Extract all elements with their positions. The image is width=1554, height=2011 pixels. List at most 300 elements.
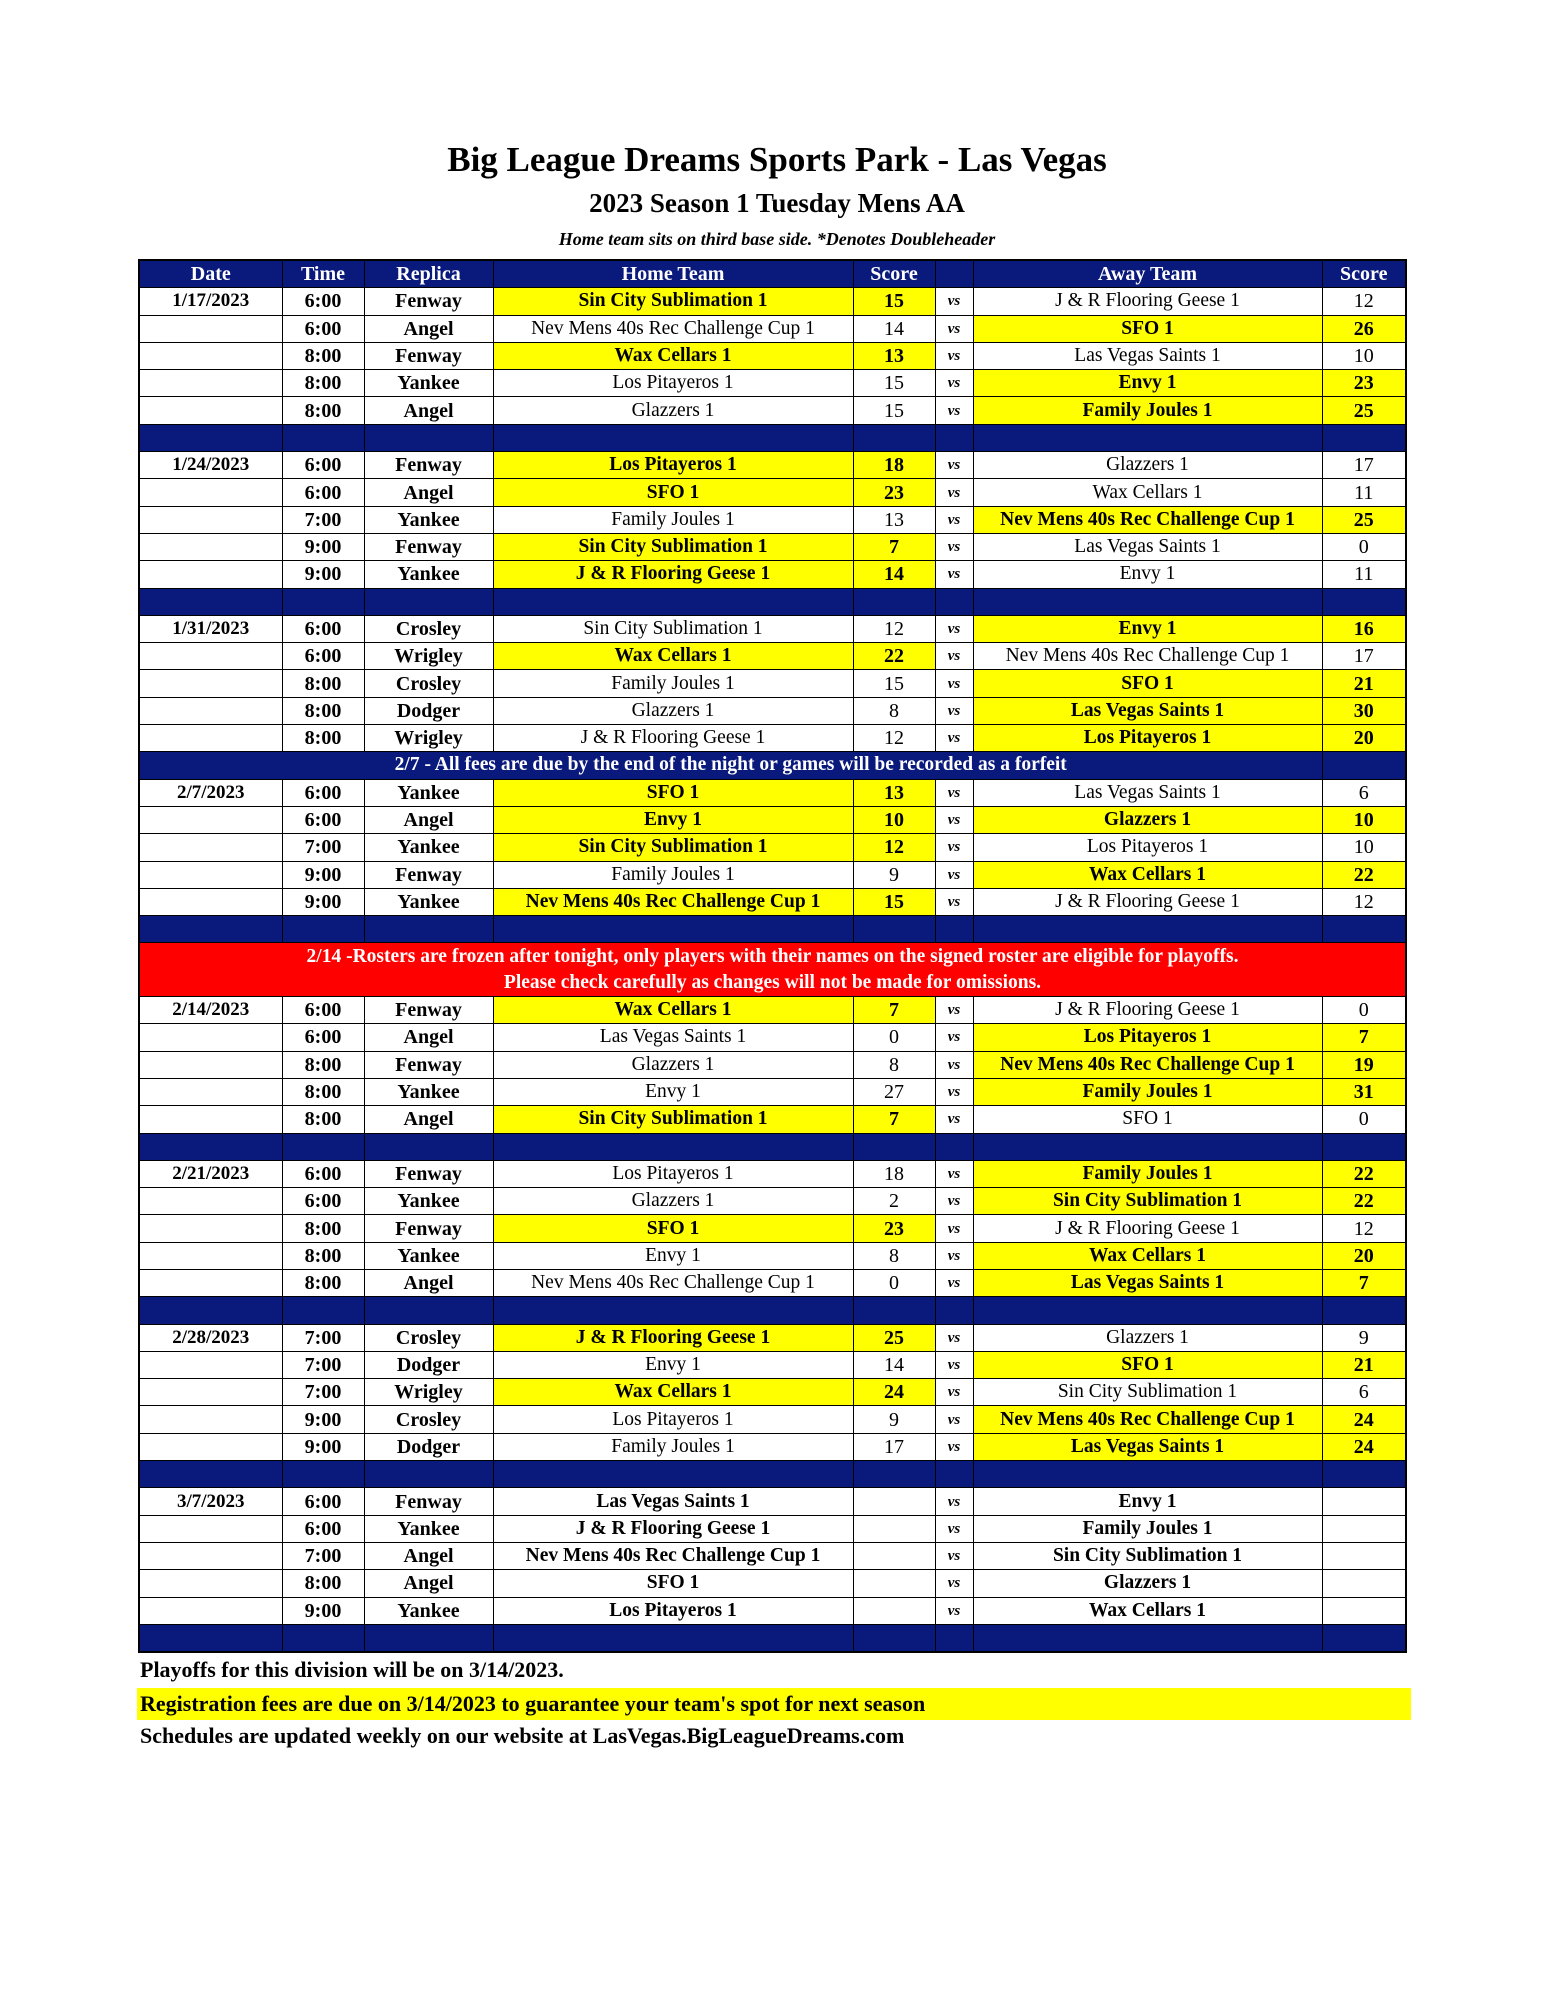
table-row xyxy=(139,1078,1406,1105)
away-team-cell: Wax Cellars 1 xyxy=(973,479,1322,506)
date-cell xyxy=(139,1269,282,1296)
column-header-vs xyxy=(935,260,973,288)
replica-cell: Yankee xyxy=(364,888,493,915)
notice-filler xyxy=(1322,752,1406,779)
home-score-cell: 7 xyxy=(853,1106,935,1133)
home-score-cell: 23 xyxy=(853,479,935,506)
away-team-cell: SFO 1 xyxy=(973,315,1322,342)
vs-cell: vs xyxy=(935,1269,973,1296)
time-cell: 8:00 xyxy=(282,1106,364,1133)
replica-cell: Yankee xyxy=(364,370,493,397)
time-cell: 9:00 xyxy=(282,561,364,588)
home-score-cell: 15 xyxy=(853,670,935,697)
table-row xyxy=(139,342,1406,369)
replica-cell: Fenway xyxy=(364,452,493,479)
vs-cell: vs xyxy=(935,1351,973,1378)
date-cell: 2/7/2023 xyxy=(139,779,282,806)
table-row xyxy=(139,1242,1406,1269)
away-team-cell: Las Vegas Saints 1 xyxy=(973,1433,1322,1460)
away-score-cell: 11 xyxy=(1322,561,1406,588)
date-cell xyxy=(139,643,282,670)
time-cell: 6:00 xyxy=(282,643,364,670)
home-team-cell: Family Joules 1 xyxy=(493,1433,853,1460)
separator-cell xyxy=(935,424,973,451)
column-header-away-score: Score xyxy=(1322,260,1406,288)
table-row xyxy=(139,861,1406,888)
home-team-cell: Los Pitayeros 1 xyxy=(493,452,853,479)
away-score-cell: 10 xyxy=(1322,342,1406,369)
registration-note: Registration fees are due on 3/14/2023 to guarantee your team's spot for next season xyxy=(137,1688,1411,1720)
vs-cell: vs xyxy=(935,1106,973,1133)
table-row xyxy=(139,370,1406,397)
separator-cell xyxy=(935,916,973,943)
away-team-cell: J & R Flooring Geese 1 xyxy=(973,1215,1322,1242)
date-cell: 1/24/2023 xyxy=(139,452,282,479)
away-team-cell: Wax Cellars 1 xyxy=(973,1242,1322,1269)
home-team-cell: Family Joules 1 xyxy=(493,670,853,697)
away-score-cell: 6 xyxy=(1322,779,1406,806)
replica-cell: Fenway xyxy=(364,533,493,560)
away-score-cell: 25 xyxy=(1322,506,1406,533)
table-row xyxy=(139,561,1406,588)
schedule-body xyxy=(139,288,1406,1652)
separator-cell xyxy=(973,588,1322,615)
home-team-cell: Wax Cellars 1 xyxy=(493,997,853,1024)
replica-cell: Yankee xyxy=(364,834,493,861)
replica-cell: Dodger xyxy=(364,1433,493,1460)
replica-cell: Wrigley xyxy=(364,1379,493,1406)
replica-cell: Angel xyxy=(364,397,493,424)
home-score-cell: 18 xyxy=(853,452,935,479)
vs-cell: vs xyxy=(935,342,973,369)
away-team-cell: Glazzers 1 xyxy=(973,1570,1322,1597)
table-row xyxy=(139,1215,1406,1242)
separator-cell xyxy=(282,1133,364,1160)
away-team-cell: Nev Mens 40s Rec Challenge Cup 1 xyxy=(973,1406,1322,1433)
date-cell xyxy=(139,533,282,560)
replica-cell: Dodger xyxy=(364,697,493,724)
date-cell xyxy=(139,861,282,888)
away-score-cell: 6 xyxy=(1322,1379,1406,1406)
home-team-cell: Nev Mens 40s Rec Challenge Cup 1 xyxy=(493,1269,853,1296)
table-row xyxy=(139,315,1406,342)
away-score-cell xyxy=(1322,1542,1406,1569)
time-cell: 7:00 xyxy=(282,506,364,533)
date-cell xyxy=(139,397,282,424)
replica-cell: Fenway xyxy=(364,1160,493,1187)
date-cell xyxy=(139,506,282,533)
away-score-cell: 20 xyxy=(1322,1242,1406,1269)
away-team-cell: Las Vegas Saints 1 xyxy=(973,697,1322,724)
away-team-cell: Wax Cellars 1 xyxy=(973,861,1322,888)
separator-cell xyxy=(364,916,493,943)
vs-cell: vs xyxy=(935,1188,973,1215)
home-score-cell: 13 xyxy=(853,779,935,806)
replica-cell: Fenway xyxy=(364,1215,493,1242)
home-team-cell: Los Pitayeros 1 xyxy=(493,370,853,397)
home-score-cell: 25 xyxy=(853,1324,935,1351)
table-row xyxy=(139,1542,1406,1569)
date-cell xyxy=(139,1433,282,1460)
separator-cell xyxy=(493,424,853,451)
time-cell: 6:00 xyxy=(282,1515,364,1542)
separator-cell xyxy=(853,1624,935,1652)
away-team-cell: Sin City Sublimation 1 xyxy=(973,1379,1322,1406)
away-team-cell: Los Pitayeros 1 xyxy=(973,725,1322,752)
vs-cell: vs xyxy=(935,1215,973,1242)
home-team-cell: J & R Flooring Geese 1 xyxy=(493,725,853,752)
home-score-cell: 23 xyxy=(853,1215,935,1242)
home-team-cell: SFO 1 xyxy=(493,1570,853,1597)
vs-cell: vs xyxy=(935,506,973,533)
time-cell: 9:00 xyxy=(282,533,364,560)
column-header-home-score: Score xyxy=(853,260,935,288)
home-team-cell: Glazzers 1 xyxy=(493,1051,853,1078)
time-cell: 8:00 xyxy=(282,397,364,424)
column-header-home-team: Home Team xyxy=(493,260,853,288)
separator-cell xyxy=(282,1297,364,1324)
date-cell xyxy=(139,479,282,506)
home-score-cell: 0 xyxy=(853,1024,935,1051)
home-team-cell: Wax Cellars 1 xyxy=(493,1379,853,1406)
date-cell xyxy=(139,1051,282,1078)
separator-cell xyxy=(493,916,853,943)
away-team-cell: Las Vegas Saints 1 xyxy=(973,533,1322,560)
home-score-cell: 12 xyxy=(853,725,935,752)
replica-cell: Dodger xyxy=(364,1351,493,1378)
home-score-cell: 27 xyxy=(853,1078,935,1105)
time-cell: 6:00 xyxy=(282,1024,364,1051)
vs-cell: vs xyxy=(935,1488,973,1515)
vs-cell: vs xyxy=(935,1515,973,1542)
away-score-cell: 21 xyxy=(1322,670,1406,697)
separator-cell xyxy=(1322,1133,1406,1160)
time-cell: 6:00 xyxy=(282,479,364,506)
home-score-cell: 8 xyxy=(853,697,935,724)
separator-cell xyxy=(973,1133,1322,1160)
vs-cell: vs xyxy=(935,888,973,915)
away-score-cell: 0 xyxy=(1322,1106,1406,1133)
home-score-cell: 15 xyxy=(853,288,935,315)
away-score-cell: 0 xyxy=(1322,533,1406,560)
playoffs-note: Playoffs for this division will be on 3/14/2023. xyxy=(140,1657,564,1682)
home-team-cell: SFO 1 xyxy=(493,479,853,506)
home-team-cell: Envy 1 xyxy=(493,806,853,833)
away-team-cell: Family Joules 1 xyxy=(973,1515,1322,1542)
vs-cell: vs xyxy=(935,997,973,1024)
time-cell: 6:00 xyxy=(282,997,364,1024)
column-header-date: Date xyxy=(139,260,282,288)
separator-row xyxy=(139,424,1406,451)
date-cell xyxy=(139,1106,282,1133)
date-cell: 3/7/2023 xyxy=(139,1488,282,1515)
home-score-cell: 14 xyxy=(853,561,935,588)
vs-cell: vs xyxy=(935,315,973,342)
separator-row xyxy=(139,1461,1406,1488)
home-score-cell: 8 xyxy=(853,1051,935,1078)
notice-text: 2/14 -Rosters are frozen after tonight, only players with their names on the signed roster are eligible for playoffs. xyxy=(139,943,1406,970)
replica-cell: Fenway xyxy=(364,342,493,369)
separator-cell xyxy=(282,916,364,943)
table-row xyxy=(139,1515,1406,1542)
separator-cell xyxy=(139,588,282,615)
replica-cell: Angel xyxy=(364,1269,493,1296)
notice-row xyxy=(139,970,1406,997)
separator-cell xyxy=(935,1624,973,1652)
table-row xyxy=(139,1024,1406,1051)
separator-cell xyxy=(853,588,935,615)
date-cell xyxy=(139,1542,282,1569)
separator-cell xyxy=(853,424,935,451)
vs-cell: vs xyxy=(935,643,973,670)
table-row xyxy=(139,1597,1406,1624)
date-cell xyxy=(139,370,282,397)
home-team-cell: Los Pitayeros 1 xyxy=(493,1597,853,1624)
vs-cell: vs xyxy=(935,834,973,861)
separator-row xyxy=(139,588,1406,615)
date-cell xyxy=(139,1215,282,1242)
separator-cell xyxy=(935,1461,973,1488)
home-score-cell: 13 xyxy=(853,342,935,369)
away-team-cell: Wax Cellars 1 xyxy=(973,1597,1322,1624)
table-row xyxy=(139,643,1406,670)
separator-cell xyxy=(139,1297,282,1324)
home-team-cell: Los Pitayeros 1 xyxy=(493,1160,853,1187)
time-cell: 6:00 xyxy=(282,615,364,642)
separator-cell xyxy=(1322,1461,1406,1488)
separator-cell xyxy=(139,1461,282,1488)
home-score-cell: 0 xyxy=(853,1269,935,1296)
home-team-cell: Glazzers 1 xyxy=(493,1188,853,1215)
away-score-cell: 22 xyxy=(1322,1188,1406,1215)
away-team-cell: Las Vegas Saints 1 xyxy=(973,342,1322,369)
home-team-cell: Nev Mens 40s Rec Challenge Cup 1 xyxy=(493,315,853,342)
header-note: Home team sits on third base side. *Denotes Doubleheader xyxy=(558,229,996,249)
home-team-cell: Sin City Sublimation 1 xyxy=(493,1106,853,1133)
away-team-cell: Nev Mens 40s Rec Challenge Cup 1 xyxy=(973,643,1322,670)
website-note: Schedules are updated weekly on our website at LasVegas.BigLeagueDreams.com xyxy=(140,1723,905,1748)
away-score-cell xyxy=(1322,1515,1406,1542)
home-team-cell: Glazzers 1 xyxy=(493,397,853,424)
away-score-cell: 10 xyxy=(1322,806,1406,833)
separator-cell xyxy=(282,588,364,615)
separator-cell xyxy=(935,1133,973,1160)
separator-cell xyxy=(139,916,282,943)
time-cell: 8:00 xyxy=(282,1570,364,1597)
vs-cell: vs xyxy=(935,1024,973,1051)
time-cell: 9:00 xyxy=(282,888,364,915)
away-team-cell: Glazzers 1 xyxy=(973,452,1322,479)
separator-cell xyxy=(493,1624,853,1652)
home-team-cell: Sin City Sublimation 1 xyxy=(493,288,853,315)
table-row xyxy=(139,1160,1406,1187)
away-team-cell: Los Pitayeros 1 xyxy=(973,1024,1322,1051)
separator-cell xyxy=(364,1133,493,1160)
home-team-cell: Wax Cellars 1 xyxy=(493,342,853,369)
separator-cell xyxy=(973,1297,1322,1324)
replica-cell: Yankee xyxy=(364,506,493,533)
home-score-cell: 15 xyxy=(853,888,935,915)
home-team-cell: J & R Flooring Geese 1 xyxy=(493,1324,853,1351)
page-title: Big League Dreams Sports Park - Las Vegas xyxy=(447,140,1107,179)
table-header-row xyxy=(139,260,1406,288)
vs-cell: vs xyxy=(935,288,973,315)
replica-cell: Angel xyxy=(364,1024,493,1051)
separator-cell xyxy=(973,1624,1322,1652)
away-score-cell: 22 xyxy=(1322,1160,1406,1187)
away-score-cell: 21 xyxy=(1322,1351,1406,1378)
separator-row xyxy=(139,916,1406,943)
replica-cell: Angel xyxy=(364,479,493,506)
column-header-replica: Replica xyxy=(364,260,493,288)
date-cell xyxy=(139,1078,282,1105)
home-score-cell xyxy=(853,1542,935,1569)
away-score-cell xyxy=(1322,1488,1406,1515)
vs-cell: vs xyxy=(935,1542,973,1569)
home-score-cell: 7 xyxy=(853,533,935,560)
home-score-cell: 9 xyxy=(853,1406,935,1433)
time-cell: 8:00 xyxy=(282,370,364,397)
away-team-cell: Family Joules 1 xyxy=(973,1078,1322,1105)
date-cell xyxy=(139,1406,282,1433)
date-cell: 2/14/2023 xyxy=(139,997,282,1024)
vs-cell: vs xyxy=(935,397,973,424)
vs-cell: vs xyxy=(935,1406,973,1433)
away-team-cell: SFO 1 xyxy=(973,670,1322,697)
home-team-cell: Envy 1 xyxy=(493,1351,853,1378)
home-score-cell xyxy=(853,1488,935,1515)
time-cell: 8:00 xyxy=(282,697,364,724)
separator-row xyxy=(139,1624,1406,1652)
vs-cell: vs xyxy=(935,670,973,697)
date-cell xyxy=(139,1379,282,1406)
away-score-cell: 30 xyxy=(1322,697,1406,724)
replica-cell: Yankee xyxy=(364,561,493,588)
away-score-cell: 22 xyxy=(1322,861,1406,888)
replica-cell: Crosley xyxy=(364,615,493,642)
table-row xyxy=(139,1188,1406,1215)
separator-cell xyxy=(1322,1624,1406,1652)
separator-cell xyxy=(282,1624,364,1652)
separator-row xyxy=(139,1133,1406,1160)
table-row xyxy=(139,1351,1406,1378)
table-row xyxy=(139,997,1406,1024)
replica-cell: Angel xyxy=(364,315,493,342)
table-row xyxy=(139,288,1406,315)
separator-cell xyxy=(853,1297,935,1324)
time-cell: 8:00 xyxy=(282,1051,364,1078)
separator-cell xyxy=(1322,916,1406,943)
separator-cell xyxy=(364,1461,493,1488)
vs-cell: vs xyxy=(935,370,973,397)
home-score-cell: 14 xyxy=(853,315,935,342)
vs-cell: vs xyxy=(935,615,973,642)
vs-cell: vs xyxy=(935,779,973,806)
separator-cell xyxy=(493,1461,853,1488)
notice-text: 2/7 - All fees are due by the end of the night or games will be recorded as a forfeit xyxy=(139,752,1322,779)
vs-cell: vs xyxy=(935,1570,973,1597)
separator-cell xyxy=(364,1624,493,1652)
away-score-cell xyxy=(1322,1570,1406,1597)
vs-cell: vs xyxy=(935,452,973,479)
away-team-cell: Las Vegas Saints 1 xyxy=(973,779,1322,806)
date-cell xyxy=(139,697,282,724)
date-cell xyxy=(139,1570,282,1597)
table-row xyxy=(139,670,1406,697)
time-cell: 9:00 xyxy=(282,1597,364,1624)
away-team-cell: Family Joules 1 xyxy=(973,397,1322,424)
date-cell xyxy=(139,1515,282,1542)
home-team-cell: Las Vegas Saints 1 xyxy=(493,1024,853,1051)
time-cell: 8:00 xyxy=(282,342,364,369)
separator-cell xyxy=(1322,588,1406,615)
home-team-cell: Wax Cellars 1 xyxy=(493,643,853,670)
away-team-cell: Las Vegas Saints 1 xyxy=(973,1269,1322,1296)
separator-cell xyxy=(853,1461,935,1488)
away-team-cell: Envy 1 xyxy=(973,615,1322,642)
replica-cell: Angel xyxy=(364,1106,493,1133)
vs-cell: vs xyxy=(935,725,973,752)
away-score-cell: 19 xyxy=(1322,1051,1406,1078)
vs-cell: vs xyxy=(935,697,973,724)
replica-cell: Angel xyxy=(364,806,493,833)
date-cell xyxy=(139,670,282,697)
replica-cell: Yankee xyxy=(364,1078,493,1105)
date-cell xyxy=(139,1597,282,1624)
home-score-cell: 14 xyxy=(853,1351,935,1378)
home-score-cell: 24 xyxy=(853,1379,935,1406)
table-row xyxy=(139,1488,1406,1515)
separator-cell xyxy=(493,1133,853,1160)
away-team-cell: Glazzers 1 xyxy=(973,806,1322,833)
time-cell: 6:00 xyxy=(282,779,364,806)
date-cell: 2/21/2023 xyxy=(139,1160,282,1187)
separator-cell xyxy=(282,1461,364,1488)
replica-cell: Fenway xyxy=(364,861,493,888)
home-score-cell: 8 xyxy=(853,1242,935,1269)
home-score-cell: 15 xyxy=(853,370,935,397)
table-row xyxy=(139,697,1406,724)
time-cell: 6:00 xyxy=(282,806,364,833)
home-score-cell xyxy=(853,1597,935,1624)
time-cell: 8:00 xyxy=(282,725,364,752)
replica-cell: Crosley xyxy=(364,1406,493,1433)
time-cell: 9:00 xyxy=(282,1406,364,1433)
separator-cell xyxy=(282,424,364,451)
away-score-cell xyxy=(1322,1597,1406,1624)
table-row xyxy=(139,1379,1406,1406)
away-score-cell: 16 xyxy=(1322,615,1406,642)
table-row xyxy=(139,1269,1406,1296)
replica-cell: Wrigley xyxy=(364,725,493,752)
away-team-cell: Nev Mens 40s Rec Challenge Cup 1 xyxy=(973,506,1322,533)
separator-cell xyxy=(139,1133,282,1160)
time-cell: 7:00 xyxy=(282,1542,364,1569)
away-score-cell: 11 xyxy=(1322,479,1406,506)
away-team-cell: Envy 1 xyxy=(973,370,1322,397)
home-score-cell: 9 xyxy=(853,861,935,888)
away-score-cell: 24 xyxy=(1322,1406,1406,1433)
home-team-cell: Nev Mens 40s Rec Challenge Cup 1 xyxy=(493,888,853,915)
time-cell: 6:00 xyxy=(282,1488,364,1515)
schedule-table xyxy=(138,259,1407,1653)
separator-cell xyxy=(364,588,493,615)
home-team-cell: Sin City Sublimation 1 xyxy=(493,533,853,560)
home-score-cell: 17 xyxy=(853,1433,935,1460)
away-team-cell: Sin City Sublimation 1 xyxy=(973,1542,1322,1569)
time-cell: 8:00 xyxy=(282,1242,364,1269)
away-score-cell: 9 xyxy=(1322,1324,1406,1351)
